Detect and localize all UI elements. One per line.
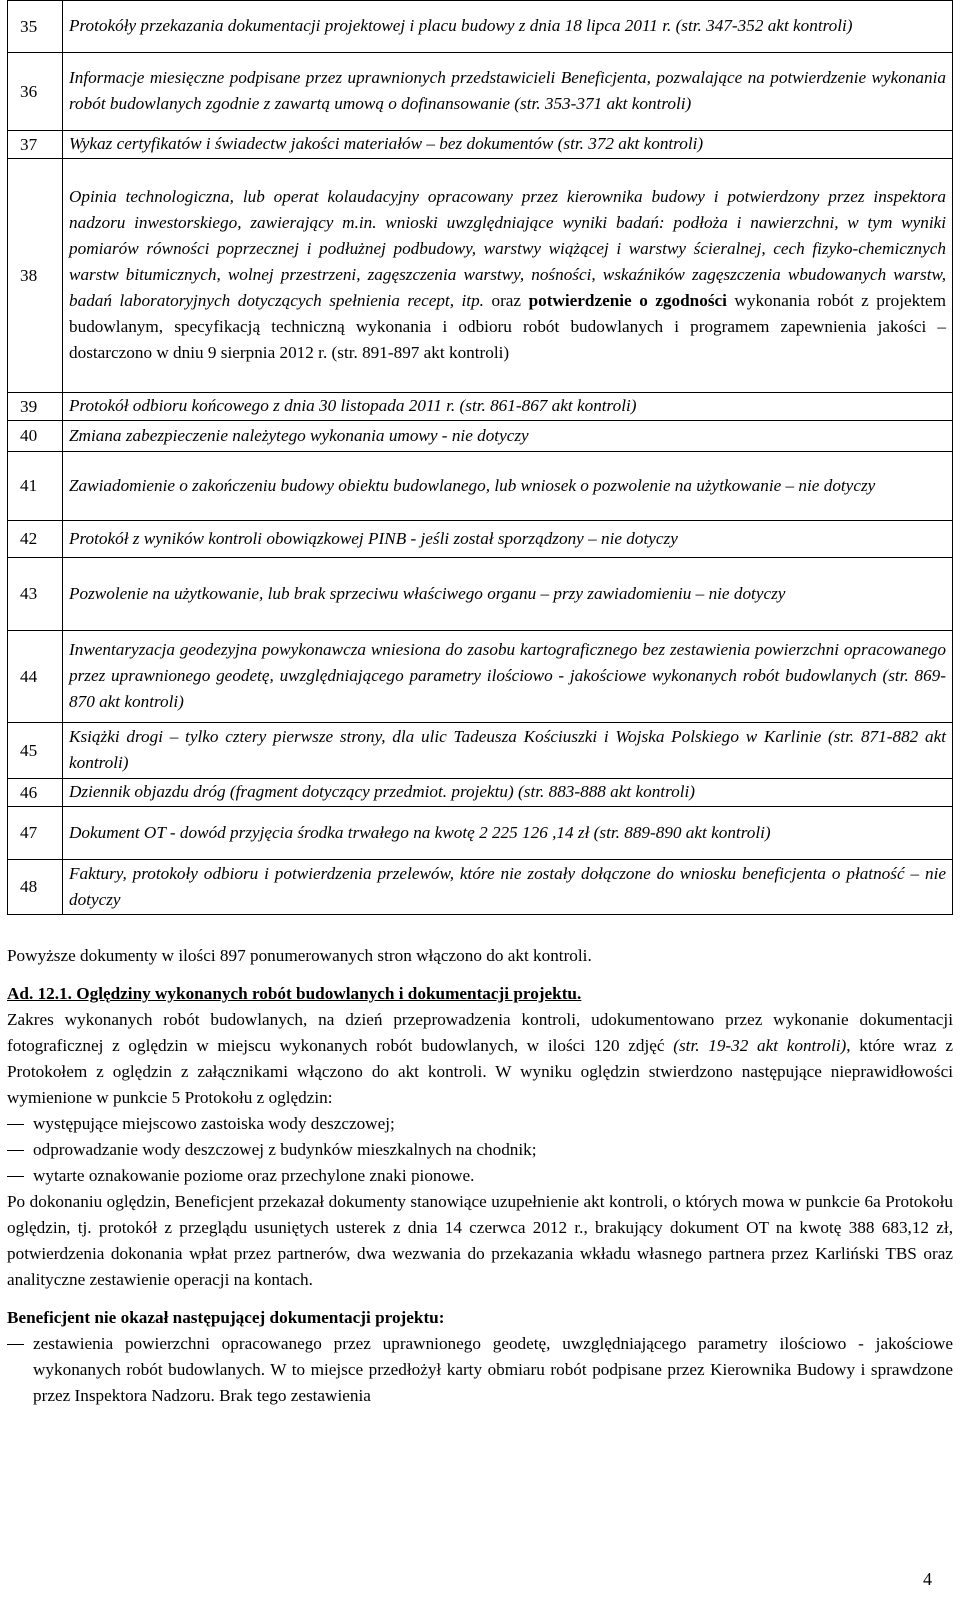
table-row: [8, 779, 953, 807]
row-text-part: wykonania robót z projektem budowlanym, specyfikacją techniczną wykonania i odbioru robót budowlanych i programem zapewnienia jakości – dostarczono w dniu 9 sierpnia 2012 r. (str. 891-897 akt kontroli): [69, 291, 946, 362]
page-number: 4: [923, 1569, 932, 1589]
table-row: [8, 1, 953, 53]
row-text: Protokół odbioru końcowego z dnia 30 listopada 2011 r. (str. 861-867 akt kontroli): [63, 393, 953, 421]
table-row: [8, 421, 953, 452]
list-item: zestawienia powierzchni opracowanego przez uprawnionego geodetę, uwzględniającego parametry ilościowo - jakościowe wykonanych robót budowlanych. W to miejsce przedłożył karty obmiaru robót podpisane przez Kierownika Budowy i sprawdzone przez Inspektora Nadzoru. Brak tego zestawienia: [7, 1331, 953, 1409]
table-row: [8, 558, 953, 631]
row-text: Zawiadomienie o zakończeniu budowy obiektu budowlanego, lub wniosek o pozwolenie na użytkowanie – nie dotyczy: [63, 452, 953, 521]
row-text-emphasis: potwierdzenie o zgodności: [528, 291, 727, 310]
reference-text: (str. 19-32 akt kontroli): [673, 1036, 847, 1055]
section-subheading: Beneficjent nie okazał następującej dokumentacji projektu:: [7, 1308, 445, 1327]
findings-list: [7, 1111, 953, 1189]
documents-table: [7, 0, 953, 915]
row-number: 48: [8, 860, 63, 915]
row-text: [63, 159, 953, 393]
row-number: 44: [8, 631, 63, 723]
row-number: 45: [8, 723, 63, 779]
table-row: [8, 723, 953, 779]
table-row: [8, 631, 953, 723]
row-number: 46: [8, 779, 63, 807]
row-number: 37: [8, 131, 63, 159]
row-text-part: oraz: [491, 291, 529, 310]
row-number: 38: [8, 159, 63, 393]
table-row: [8, 131, 953, 159]
paragraph: [7, 1007, 953, 1111]
row-text: Książki drogi – tylko cztery pierwsze strony, dla ulic Tadeusza Kościuszki i Wojska Polskiego w Karlinie (str. 871-882 akt kontroli): [63, 723, 953, 779]
list-item: wytarte oznakowanie poziome oraz przechylone znaki pionowe.: [7, 1163, 953, 1189]
table-row: [8, 452, 953, 521]
table-row: [8, 807, 953, 860]
row-text: Protokóły przekazania dokumentacji projektowej i placu budowy z dnia 18 lipca 2011 r. (str. 347-352 akt kontroli): [63, 1, 953, 53]
row-number: 36: [8, 53, 63, 131]
paragraph-text: Zakres wykonanych robót budowlanych, na dzień przeprowadzenia kontroli, udokumentowano przez wykonanie dokumentacji fotograficznej z oględzin w miejscu wykonanych robót budowlanych, w ilości 120 zdjęć: [7, 1010, 953, 1055]
section-heading: Ad. 12.1. Oględziny wykonanych robót budowlanych i dokumentacji projektu.: [7, 984, 582, 1003]
summary-paragraph: Powyższe dokumenty w ilości 897 ponumerowanych stron włączono do akt kontroli.: [7, 946, 592, 965]
list-item: odprowadzanie wody deszczowej z budynków mieszkalnych na chodnik;: [7, 1137, 953, 1163]
row-number: 42: [8, 521, 63, 558]
table-row: [8, 159, 953, 393]
row-number: 40: [8, 421, 63, 452]
row-text: Informacje miesięczne podpisane przez uprawnionych przedstawicieli Beneficjenta, pozwalające na potwierdzenie wykonania robót budowlanych zgodnie z zawartą umową o dofinansowanie (str. 353-371 akt kontroli): [63, 53, 953, 131]
row-text: Protokół z wyników kontroli obowiązkowej PINB - jeśli został sporządzony – nie dotyczy: [63, 521, 953, 558]
row-text: Faktury, protokoły odbioru i potwierdzenia przelewów, które nie zostały dołączone do wniosku beneficjenta o płatność – nie dotyczy: [63, 860, 953, 915]
row-text: Wykaz certyfikatów i świadectw jakości materiałów – bez dokumentów (str. 372 akt kontroli): [63, 131, 953, 159]
table-row: [8, 53, 953, 131]
row-text: Dokument OT - dowód przyjęcia środka trwałego na kwotę 2 225 126 ,14 zł (str. 889-890 akt kontroli): [63, 807, 953, 860]
row-text-part: Opinia technologiczna, lub operat kolaudacyjny opracowany przez kierownika budowy i potwierdzony przez inspektora nadzoru inwestorskiego, zawierający m.in. wnioski uwzględniające wyniki badań: podłoża i nawierzchni, w tym wyniki pomiarów równości poprzecznej i podłużnej podbudowy, warstwy wiążącej i warstwy ścieralnej, cech fizyko-chemicznych warstw bitumicznych, wolnej przestrzeni, zagęszczenia warstwy, nośności, wskaźników zagęszczenia wbudowanych warstw, badań laboratoryjnych dotyczących spełnienia recept, itp.: [69, 187, 946, 310]
paragraph: Po dokonaniu oględzin, Beneficjent przekazał dokumenty stanowiące uzupełnienie akt kontroli, o których mowa w punkcie 6a Protokołu oględzin, tj. protokół z przeglądu usuniętych usterek z dnia 14 czerwca 2012 r., brakujący dokument OT na kwotę 388 683,12 zł, potwierdzenia dokonania wpłat przez partnerów, dwa wezwania do przekazania wkładu własnego partnera przez Karliński TBS oraz analityczne zestawienie operacji na kontach.: [7, 1192, 953, 1289]
row-number: 47: [8, 807, 63, 860]
document-body: [7, 943, 953, 1409]
row-number: 41: [8, 452, 63, 521]
row-number: 35: [8, 1, 63, 53]
row-text: Pozwolenie na użytkowanie, lub brak sprzeciwu właściwego organu – przy zawiadomieniu – nie dotyczy: [63, 558, 953, 631]
table-row: [8, 860, 953, 915]
table-row: [8, 393, 953, 421]
table-row: [8, 521, 953, 558]
row-number: 39: [8, 393, 63, 421]
paragraph-text: , które wraz z Protokołem z oględzin z załącznikami włączono do akt kontroli. W wyniku oględzin stwierdzono następujące nieprawidłowości wymienione w punkcie 5 Protokołu z oględzin:: [7, 1036, 954, 1107]
list-item: występujące miejscowo zastoiska wody deszczowej;: [7, 1111, 953, 1137]
row-text: Dziennik objazdu dróg (fragment dotyczący przedmiot. projektu) (str. 883-888 akt kontroli): [63, 779, 953, 807]
missing-docs-list: [7, 1331, 953, 1409]
row-text: Zmiana zabezpieczenie należytego wykonania umowy - nie dotyczy: [63, 421, 953, 452]
row-number: 43: [8, 558, 63, 631]
row-text: Inwentaryzacja geodezyjna powykonawcza wniesiona do zasobu kartograficznego bez zestawienia powierzchni opracowanego przez uprawnionego geodetę, uwzględniającego parametry ilościowo - jakościowe wykonanych robót budowlanych (str. 869-870 akt kontroli): [63, 631, 953, 723]
